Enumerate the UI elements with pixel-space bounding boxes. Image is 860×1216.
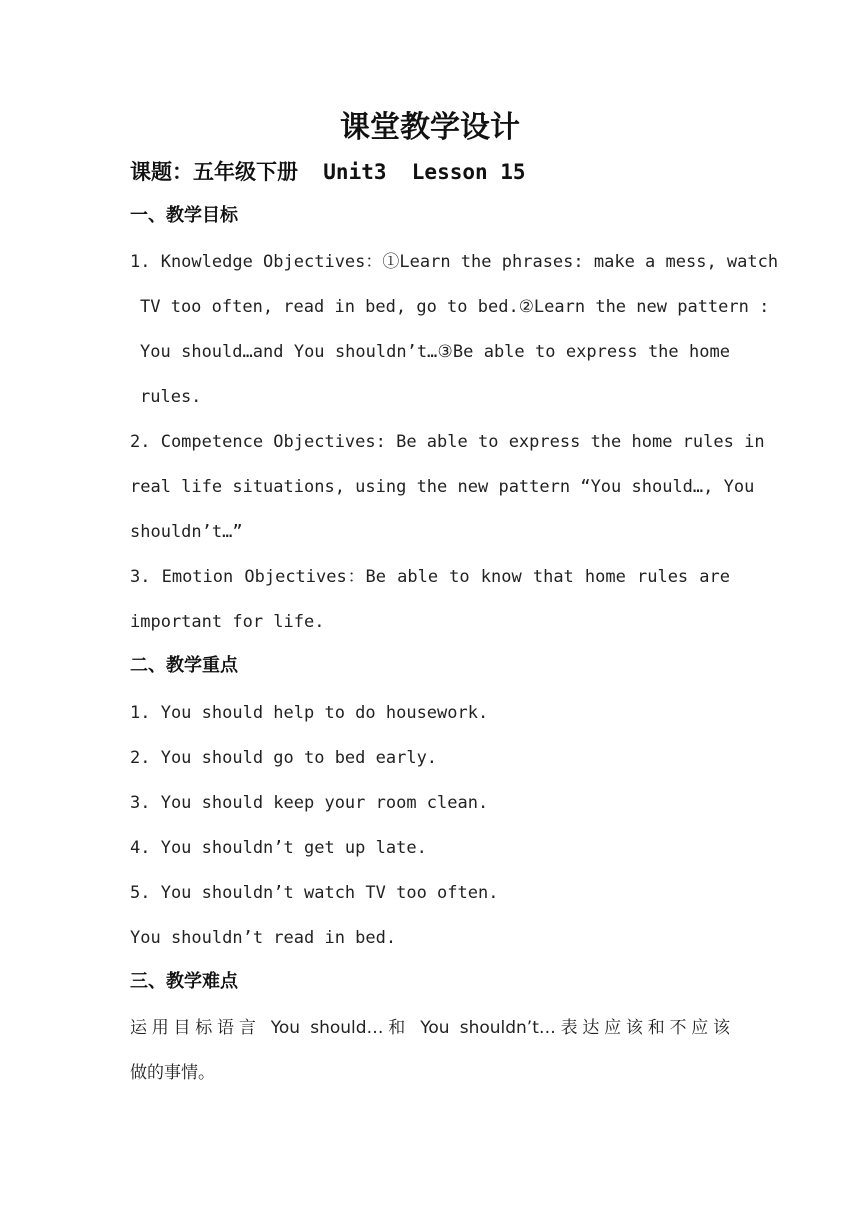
difficulties-line: 运用目标语言 You should…和 You shouldn’t…表达应该和不应该 [130, 1018, 730, 1038]
key-point-item: You shouldn’t read in bed. [130, 928, 397, 948]
key-point-item: 4. You shouldn’t get up late. [130, 838, 427, 858]
objectives-line: TV too often, read in bed, go to bed.②Learn the new pattern : [140, 297, 770, 317]
lesson-subtitle: 课题：五年级下册 Unit3 Lesson 15 [130, 160, 526, 184]
key-point-item: 2. You should go to bed early. [130, 748, 438, 768]
objectives-line: 2. Competence Objectives: Be able to express the home rules in [130, 432, 765, 452]
objectives-line: real life situations, using the new pattern “You should…, You [130, 477, 755, 497]
objectives-line: important for life. [130, 612, 325, 632]
objectives-line: shouldn’t…” [130, 522, 243, 542]
key-point-item: 1. You should help to do housework. [130, 703, 489, 723]
objectives-line: You should…and You shouldn’t…③Be able to express the home [140, 342, 730, 362]
key-point-item: 5. You shouldn’t watch TV too often. [130, 883, 499, 903]
key-point-item: 3. You should keep your room clean. [130, 793, 489, 813]
objectives-line: 1. Knowledge Objectives：①Learn the phrases: make a mess, watch [130, 252, 779, 272]
objectives-line: 3. Emotion Objectives：Be able to know that home rules are [130, 567, 730, 587]
key-points-heading: 二、教学重点 [130, 655, 238, 676]
objectives-heading: 一、教学目标 [130, 205, 238, 226]
objectives-line: rules. [140, 387, 202, 407]
difficulties-line: 做的事情。 [130, 1063, 215, 1083]
document-title: 课堂教学设计 [340, 110, 520, 145]
difficulties-heading: 三、教学难点 [130, 971, 238, 992]
